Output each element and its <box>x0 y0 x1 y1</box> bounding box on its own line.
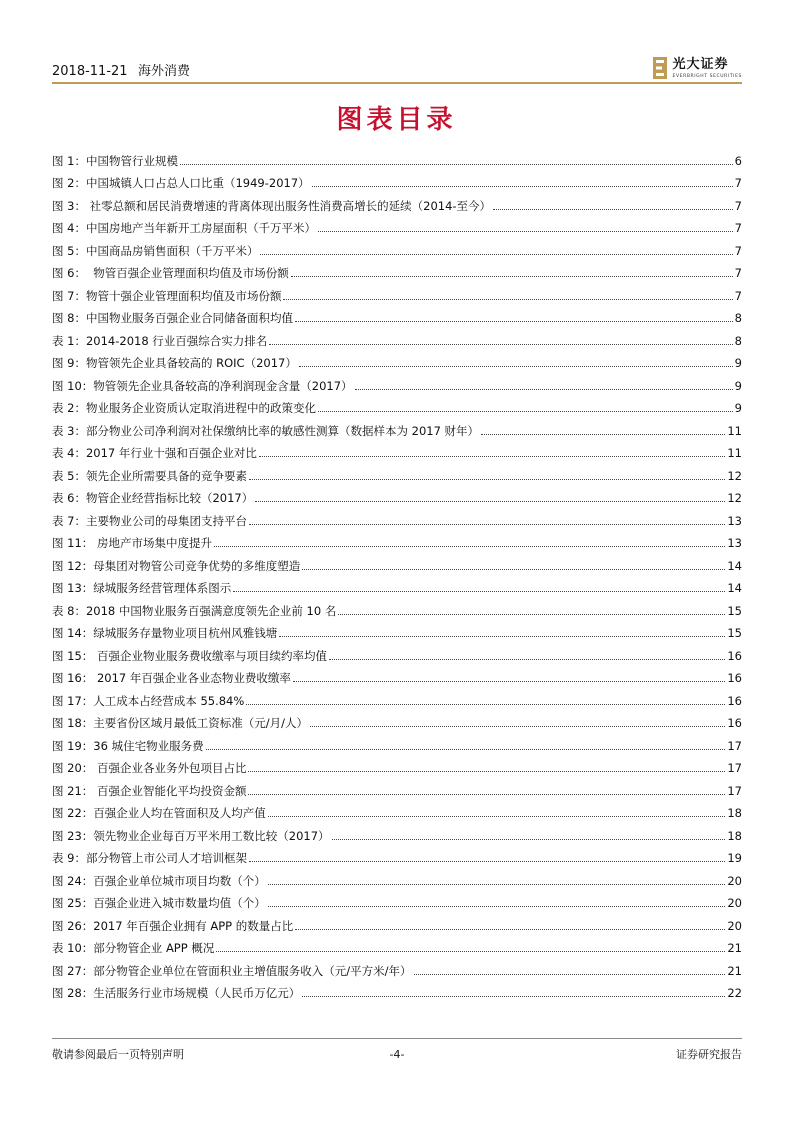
toc-entry-page[interactable]: 17 <box>727 761 742 775</box>
toc-leader-dots <box>216 951 725 952</box>
toc-entry[interactable] <box>52 505 742 528</box>
toc-entry-label[interactable]: 表 1：2014-2018 行业百强综合实力排名 <box>52 333 268 348</box>
toc-entry-label[interactable]: 图 21： 百强企业智能化平均投资金额 <box>52 783 247 798</box>
logo-subtitle: EVERBRIGHT SECURITIES <box>672 73 742 79</box>
toc-entry-page[interactable]: 15 <box>727 626 742 640</box>
toc-entry-page[interactable]: 13 <box>727 536 742 550</box>
toc-entry[interactable] <box>52 235 742 258</box>
toc-entry-page[interactable]: 19 <box>727 851 742 865</box>
report-date: 2018-11-21 <box>52 64 128 79</box>
toc-entry-page[interactable]: 7 <box>734 243 742 258</box>
toc-entry-page[interactable]: 7 <box>734 176 742 190</box>
toc-leader-dots <box>268 816 726 817</box>
toc-entry-page[interactable]: 14 <box>727 558 742 573</box>
document-type: 证券研究报告 <box>676 1048 742 1061</box>
toc-entry-page[interactable]: 15 <box>727 603 742 618</box>
toc-leader-dots <box>355 389 733 390</box>
toc-entry-label[interactable]: 图 24：百强企业单位城市项目均数（个） <box>52 873 266 888</box>
toc-entry-label[interactable]: 图 18：主要省份区域月最低工资标准（元/月/人） <box>52 716 309 730</box>
toc-entry[interactable] <box>52 280 742 303</box>
toc-entry-page[interactable]: 8 <box>734 311 742 325</box>
toc-entry-label[interactable]: 图 6： 物管百强企业管理面积均值及市场份额 <box>52 266 289 280</box>
toc-leader-dots <box>246 704 725 705</box>
toc-entry[interactable] <box>52 978 742 1001</box>
footer-divider <box>52 1038 742 1039</box>
toc-entry-label[interactable]: 图 23：领先物业企业每百万平米用工数比较（2017） <box>52 828 330 843</box>
toc-entry-page[interactable]: 20 <box>727 873 742 888</box>
toc-leader-dots <box>329 659 725 660</box>
toc-leader-dots <box>291 276 733 277</box>
toc-leader-dots <box>332 839 726 840</box>
toc-entry[interactable] <box>52 865 742 888</box>
toc-entry-label[interactable]: 图 13：绿城服务经营管理体系图示 <box>52 581 232 595</box>
toc-entry-label[interactable]: 图 5：中国商品房销售面积（千万平米） <box>52 243 259 258</box>
toc-leader-dots <box>283 299 732 300</box>
toc-leader-dots <box>318 231 733 232</box>
toc-leader-dots <box>293 681 725 682</box>
toc-entry[interactable] <box>52 618 742 641</box>
toc-entry-label[interactable]: 表 7：主要物业公司的母集团支持平台 <box>52 513 247 528</box>
report-section: 海外消费 <box>138 64 191 79</box>
toc-entry[interactable] <box>52 753 742 776</box>
toc-entry-label[interactable]: 表 10：部分物管企业 APP 概况 <box>52 941 215 955</box>
toc-leader-dots <box>318 411 733 412</box>
toc-entry[interactable] <box>52 528 742 551</box>
toc-leader-dots <box>249 524 725 525</box>
toc-entry[interactable] <box>52 460 742 483</box>
toc-entry-label[interactable]: 图 11： 房地产市场集中度提升 <box>52 536 212 550</box>
toc-entry[interactable] <box>52 798 742 821</box>
toc-entry-label[interactable]: 图 22：百强企业人均在管面积及人均产值 <box>52 806 266 820</box>
toc-leader-dots <box>259 456 725 457</box>
toc-entry-page[interactable]: 6 <box>734 153 742 168</box>
toc-entry[interactable] <box>52 730 742 753</box>
toc-entry-label[interactable]: 图 3： 社零总额和居民消费增速的背离体现出服务性消费高增长的延续（2014-至今） <box>52 198 492 213</box>
toc-entry[interactable] <box>52 843 742 866</box>
toc-entry[interactable] <box>52 258 742 281</box>
toc-leader-dots <box>338 614 725 615</box>
logo-name: 光大证券 <box>672 56 729 72</box>
toc-entry[interactable] <box>52 595 742 618</box>
toc-entry-label[interactable]: 表 2：物业服务企业资质认定取消进程中的政策变化 <box>52 401 316 415</box>
toc-leader-dots <box>493 209 733 210</box>
toc-leader-dots <box>268 884 726 885</box>
toc-entry[interactable] <box>52 888 742 911</box>
toc-entry-page[interactable]: 9 <box>734 356 742 370</box>
toc-entry[interactable] <box>52 955 742 978</box>
toc-entry-page[interactable]: 13 <box>727 513 742 528</box>
toc-leader-dots <box>310 726 725 727</box>
toc-leader-dots <box>249 479 725 480</box>
toc-entry[interactable] <box>52 483 742 506</box>
toc-entry[interactable] <box>52 685 742 708</box>
toc-entry-page[interactable]: 16 <box>727 693 742 708</box>
toc-entry-page[interactable]: 11 <box>727 423 742 438</box>
toc-entry[interactable] <box>52 213 742 236</box>
toc-leader-dots <box>481 434 725 435</box>
toc-entry-page[interactable]: 18 <box>727 828 742 843</box>
toc-entry-label[interactable]: 图 8：中国物业服务百强企业合同储备面积均值 <box>52 311 293 325</box>
toc-entry-page[interactable]: 21 <box>727 941 742 955</box>
toc-entry-label[interactable]: 图 26：2017 年百强企业拥有 APP 的数量占比 <box>52 918 294 933</box>
toc-entry[interactable] <box>52 303 742 326</box>
logo-icon <box>653 57 667 79</box>
toc-leader-dots <box>233 591 725 592</box>
toc-leader-dots <box>255 501 725 502</box>
toc-entry-label[interactable]: 图 15： 百强企业物业服务费收缴率与项目续约率均值 <box>52 648 327 663</box>
page-footer <box>52 1041 742 1061</box>
toc-entry-page[interactable]: 16 <box>727 716 742 730</box>
toc-leader-dots <box>180 164 733 165</box>
toc-leader-dots <box>312 186 733 187</box>
toc-entry-page[interactable]: 9 <box>734 378 742 393</box>
toc-leader-dots <box>214 546 725 547</box>
toc-leader-dots <box>269 344 732 345</box>
toc-entry[interactable] <box>52 820 742 843</box>
toc-entry[interactable] <box>52 573 742 596</box>
toc-entry-page[interactable]: 16 <box>727 671 742 685</box>
toc-leader-dots <box>295 321 733 322</box>
toc-entry-page[interactable]: 20 <box>727 918 742 933</box>
toc-leader-dots <box>248 771 725 772</box>
toc-leader-dots <box>414 974 726 975</box>
header-divider <box>52 82 742 84</box>
toc-entry-label[interactable]: 图 19：36 城住宅物业服务费 <box>52 738 204 753</box>
toc-entry-label[interactable]: 表 5：领先企业所需要具备的竞争要素 <box>52 468 247 483</box>
toc-entry-page[interactable]: 16 <box>727 648 742 663</box>
toc-entry[interactable] <box>52 145 742 168</box>
toc-leader-dots <box>295 929 725 930</box>
toc-entry-page[interactable]: 18 <box>727 806 742 820</box>
toc-entry-label[interactable]: 图 25：百强企业进入城市数量均值（个） <box>52 896 266 910</box>
toc-entry-label[interactable]: 图 28：生活服务行业市场规模（人民币万亿元） <box>52 986 301 1000</box>
toc-leader-dots <box>302 569 725 570</box>
toc-entry-page[interactable]: 14 <box>727 581 742 595</box>
toc-entry-label[interactable]: 图 12：母集团对物管公司竞争优势的多维度塑造 <box>52 558 301 573</box>
toc-entry-page[interactable]: 22 <box>727 986 742 1000</box>
toc-leader-dots <box>206 749 726 750</box>
toc-entry-label[interactable]: 图 17：人工成本占经营成本 55.84% <box>52 693 245 708</box>
toc-entry-page[interactable]: 11 <box>727 446 742 460</box>
toc-entry-label[interactable]: 图 9：物管领先企业具备较高的 ROIC（2017） <box>52 356 297 370</box>
toc-entry-label[interactable]: 表 9：部分物管上市公司人才培训框架 <box>52 851 247 865</box>
toc-entry-page[interactable]: 7 <box>734 198 742 213</box>
toc-entry-page[interactable]: 12 <box>727 468 742 483</box>
toc-entry-page[interactable]: 9 <box>734 401 742 415</box>
toc-leader-dots <box>249 861 725 862</box>
toc-entry-label[interactable]: 图 4：中国房地产当年新开工房屋面积（千万平米） <box>52 221 316 235</box>
toc-entry[interactable] <box>52 415 742 438</box>
toc-entry-label[interactable]: 图 16： 2017 年百强企业各业态物业费收缴率 <box>52 671 291 685</box>
footer-disclaimer: 敬请参阅最后一页特别声明 <box>52 1048 184 1061</box>
toc-entry-page[interactable]: 7 <box>734 221 742 235</box>
toc-entry[interactable] <box>52 325 742 348</box>
toc-entry-label[interactable]: 图 10：物管领先企业具备较高的净利润现金含量（2017） <box>52 378 353 393</box>
toc-entry[interactable] <box>52 370 742 393</box>
toc-entry-page[interactable]: 8 <box>734 333 742 348</box>
figure-table-list <box>52 145 742 1000</box>
toc-entry-page[interactable]: 20 <box>727 896 742 910</box>
toc-entry-page[interactable]: 7 <box>734 266 742 280</box>
toc-entry[interactable] <box>52 708 742 731</box>
toc-entry-page[interactable]: 17 <box>727 783 742 798</box>
toc-entry[interactable] <box>52 393 742 416</box>
toc-leader-dots <box>248 794 725 795</box>
page-title: 图表目录 <box>336 105 457 135</box>
toc-entry-label[interactable]: 图 14：绿城服务存量物业项目杭州风雅钱塘 <box>52 626 278 640</box>
toc-entry[interactable] <box>52 910 742 933</box>
toc-entry[interactable] <box>52 168 742 191</box>
toc-leader-dots <box>299 366 733 367</box>
toc-entry[interactable] <box>52 775 742 798</box>
toc-entry-page[interactable]: 7 <box>734 288 742 303</box>
toc-entry[interactable] <box>52 190 742 213</box>
toc-entry-page[interactable]: 12 <box>727 491 742 505</box>
toc-leader-dots <box>302 996 725 997</box>
toc-leader-dots <box>268 906 726 907</box>
toc-leader-dots <box>260 254 732 255</box>
company-logo <box>653 52 742 84</box>
toc-entry[interactable] <box>52 438 742 461</box>
toc-entry-label[interactable]: 表 6：物管企业经营指标比较（2017） <box>52 491 254 505</box>
toc-entry-label[interactable]: 图 7：物管十强企业管理面积均值及市场份额 <box>52 288 282 303</box>
toc-entry-label[interactable]: 图 20： 百强企业各业务外包项目占比 <box>52 761 247 775</box>
toc-entry-label[interactable]: 表 4：2017 年行业十强和百强企业对比 <box>52 446 257 460</box>
toc-entry-label[interactable]: 图 1：中国物管行业规模 <box>52 153 178 168</box>
toc-entry-page[interactable]: 17 <box>727 738 742 753</box>
toc-entry-label[interactable]: 表 3：部分物业公司净利润对社保缴纳比率的敏感性测算（数据样本为 2017 财年） <box>52 423 480 438</box>
toc-leader-dots <box>279 636 725 637</box>
page-number: -4- <box>389 1048 405 1061</box>
toc-entry[interactable] <box>52 663 742 686</box>
toc-entry[interactable] <box>52 348 742 371</box>
toc-entry-page[interactable]: 21 <box>727 963 742 978</box>
toc-entry[interactable] <box>52 550 742 573</box>
toc-entry-label[interactable]: 图 2：中国城镇人口占总人口比重（1949-2017） <box>52 176 310 190</box>
toc-entry-label[interactable]: 表 8：2018 中国物业服务百强满意度领先企业前 10 名 <box>52 603 337 618</box>
toc-entry-label[interactable]: 图 27：部分物管企业单位在管面积业主增值服务收入（元/平方米/年） <box>52 963 412 978</box>
toc-entry[interactable] <box>52 933 742 956</box>
toc-entry[interactable] <box>52 640 742 663</box>
